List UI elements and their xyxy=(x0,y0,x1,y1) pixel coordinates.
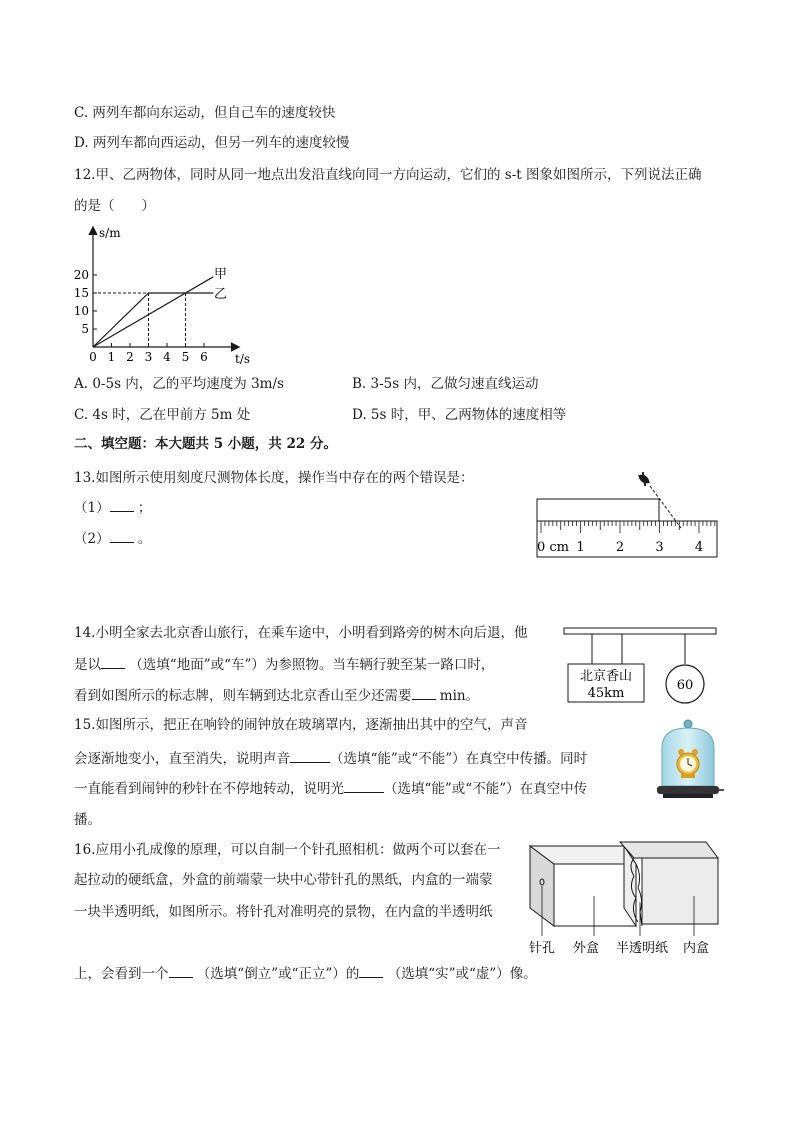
q13-stem: 13.如图所示使用刻度尺测物体长度，操作当中存在的两个错误是： xyxy=(74,470,474,486)
q13-item1 xyxy=(74,497,151,518)
y-axis-label: s/m xyxy=(99,226,121,240)
series-line-yi xyxy=(93,293,213,347)
sign-crossbar xyxy=(564,628,716,634)
q13-item2 xyxy=(74,528,151,549)
q11-option-c: C. 两列车都向东运动，但自己车的速度较快 xyxy=(74,105,336,121)
sign-distance: 45km xyxy=(587,686,625,701)
q13-blank-2[interactable] xyxy=(110,528,134,543)
q12-option-b: B. 3-5s 内，乙做匀速直线运动 xyxy=(352,376,539,392)
label-translucent-paper: 半透明纸 xyxy=(615,941,669,956)
ruler-label: 1 xyxy=(576,540,585,555)
q14-line3 xyxy=(74,685,479,706)
eye-icon xyxy=(635,471,652,487)
q12-option-c: C. 4s 时，乙在甲前方 5m 处 xyxy=(74,407,251,423)
ruler-label: 0 cm xyxy=(537,540,570,555)
q14-line3-b: min。 xyxy=(439,688,480,704)
q16-line4-a: 上，会看到一个 xyxy=(74,966,169,982)
y-tick-label: 5 xyxy=(81,322,89,336)
q13-item2-tail: 。 xyxy=(137,531,152,547)
q14-line2 xyxy=(74,654,494,675)
q16-line4 xyxy=(74,963,537,984)
q13-blank-1[interactable] xyxy=(110,497,134,512)
q15-line2-b: （选填“能”或“不能”）在真空中传播。同时 xyxy=(330,751,588,767)
q12-option-d: D. 5s 时，甲、乙两物体的速度相等 xyxy=(352,407,567,423)
q14-line1: 14.小明全家去北京香山旅行，在乘车途中，小明看到路旁的树木向后退，他 xyxy=(74,625,528,641)
q15-line2 xyxy=(74,748,587,769)
q11-option-d: D. 两列车都向西运动，但另一列车的速度较慢 xyxy=(74,135,350,151)
ruler-label: 2 xyxy=(615,540,625,555)
outer-box xyxy=(530,846,636,926)
x-tick-label: 1 xyxy=(107,350,116,364)
q16-blank-2[interactable] xyxy=(359,963,383,978)
q15-line1: 15.如图所示，把正在响铃的闹钟放在玻璃罩内，逐渐抽出其中的空气，声音 xyxy=(74,717,528,733)
label-inner-box: 内盒 xyxy=(682,941,710,956)
x-tick-label: 0 xyxy=(89,350,97,364)
q16-line4-b: （选填“倒立”或“正立”）的 xyxy=(196,966,360,982)
q13-item2-label: （2） xyxy=(74,531,110,547)
series-line-jia xyxy=(93,277,213,347)
q14-blank-2[interactable] xyxy=(412,685,436,700)
label-pinhole: 针孔 xyxy=(528,941,556,956)
sign-place: 北京香山 xyxy=(579,669,633,684)
x-tick-label: 4 xyxy=(163,350,171,364)
q16-line1: 16.应用小孔成像的原理，可以自制一个针孔照相机：做两个可以套在一 xyxy=(74,842,501,858)
q15-line3-b: （选填“能”或“不能”）在真空中传 xyxy=(384,781,588,797)
q12-option-a: A. 0-5s 内，乙的平均速度为 3m/s xyxy=(74,376,284,392)
q15-blank-1[interactable] xyxy=(290,748,330,763)
q15-line4: 播。 xyxy=(74,812,101,828)
q13-item1-tail: ； xyxy=(137,500,152,516)
q12-stem-line2: 的是（ ） xyxy=(74,198,155,214)
q12-st-graph xyxy=(70,222,270,370)
q15-blank-2[interactable] xyxy=(344,778,384,793)
series-label-yi: 乙 xyxy=(214,287,228,302)
q15-line2-a: 会逐渐地变小，直至消失，说明声音 xyxy=(74,751,290,767)
x-tick-label: 6 xyxy=(200,350,208,364)
q14-line3-a: 看到如图所示的标志牌，则车辆到达北京香山至少还需要 xyxy=(74,688,412,704)
q12-stem-line1: 12.甲、乙两物体，同时从同一地点出发沿直线向同一方向运动，它们的 s-t 图象如图所示，下列说法正确 xyxy=(74,167,702,183)
y-tick-label: 15 xyxy=(73,286,89,300)
q16-pinhole-camera-figure xyxy=(524,836,724,960)
ruler-label: 3 xyxy=(655,540,664,555)
q16-blank-1[interactable] xyxy=(169,963,193,978)
x-tick-label: 3 xyxy=(144,350,153,364)
speed-limit-value: 60 xyxy=(676,678,694,693)
section-2-heading: 二、填空题：本大题共 5 小题，共 22 分。 xyxy=(74,436,337,452)
q14-line2-b: （选填“地面”或“车”）为参照物。当车辆行驶至某一路口时， xyxy=(129,657,495,673)
q13-ruler-figure xyxy=(533,466,719,560)
x-tick-label: 5 xyxy=(181,350,190,364)
q13-item1-label: （1） xyxy=(74,500,110,516)
y-tick-label: 10 xyxy=(73,304,89,318)
q15-line3-a: 一直能看到闹钟的秒针在不停地转动，说明光 xyxy=(74,781,344,797)
x-tick-label: 2 xyxy=(126,350,134,364)
measured-object xyxy=(537,499,659,521)
q15-line3 xyxy=(74,778,587,799)
translucent-paper xyxy=(636,864,642,926)
q16-line4-c: （选填“实”或“虚”）像。 xyxy=(387,966,537,982)
q14-blank-1[interactable] xyxy=(101,654,125,669)
q15-bell-jar-figure xyxy=(654,718,724,802)
q16-line2: 起拉动的硬纸盒，外盒的前端蒙一块中心带针孔的黑纸，内盒的一端蒙 xyxy=(74,872,493,888)
ruler-label: 4 xyxy=(694,540,704,555)
series-label-jia: 甲 xyxy=(214,267,228,282)
vacuum-base xyxy=(657,786,719,794)
q14-line2-a: 是以 xyxy=(74,657,101,673)
q16-line3: 一块半透明纸，如图所示。将针孔对准明亮的景物，在内盒的半透明纸 xyxy=(74,904,493,920)
x-axis-label: t/s xyxy=(235,352,251,366)
q14-road-sign-figure xyxy=(562,624,720,708)
y-tick-label: 20 xyxy=(73,268,89,282)
label-outer-box: 外盒 xyxy=(572,941,600,956)
